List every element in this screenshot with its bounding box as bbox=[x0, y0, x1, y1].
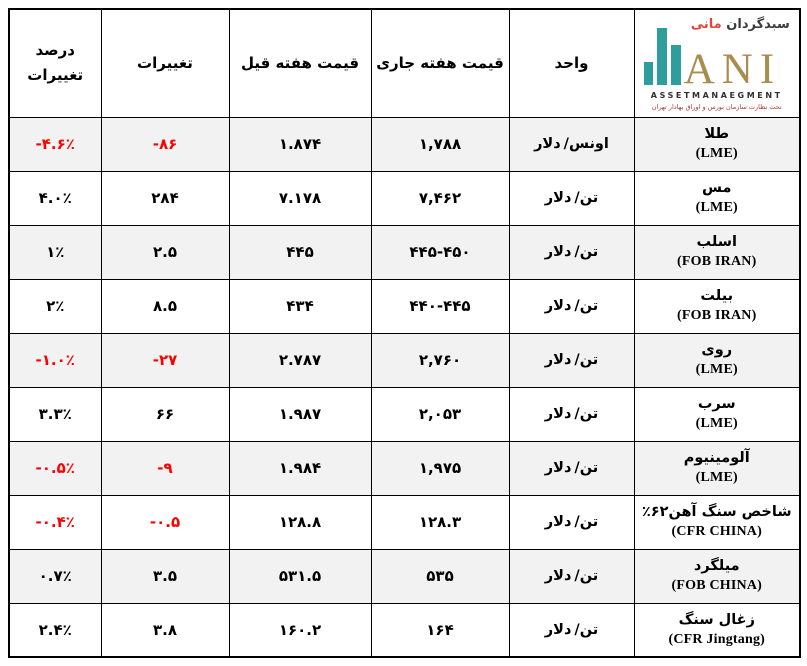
commodity-name: مس bbox=[702, 180, 732, 197]
change-value: ۶۶ bbox=[101, 387, 229, 441]
commodity-cell bbox=[634, 279, 800, 333]
commodity-name: زغال سنگ bbox=[678, 612, 755, 629]
table-row bbox=[9, 117, 800, 171]
commodity-market-code: (FOB IRAN) bbox=[677, 308, 757, 324]
commodity-market-code: (LME) bbox=[695, 362, 738, 378]
previous-week-price: ۱.۹۸۴ bbox=[229, 441, 371, 495]
commodity-cell bbox=[634, 495, 800, 549]
table-row bbox=[9, 495, 800, 549]
commodity-name: آلومینیوم bbox=[683, 450, 750, 467]
unit-per: /اونس bbox=[563, 136, 609, 152]
table-row bbox=[9, 333, 800, 387]
unit-currency: دلار bbox=[544, 406, 572, 422]
percent-change: ۰.۷٪ bbox=[9, 549, 101, 603]
previous-week-price: ۱.۹۸۷ bbox=[229, 387, 371, 441]
unit-cell bbox=[509, 333, 634, 387]
percent-change: -۰.۴٪ bbox=[9, 495, 101, 549]
commodity-market-code: (LME) bbox=[695, 146, 738, 162]
unit-cell bbox=[509, 603, 634, 657]
unit-per: /تن bbox=[574, 621, 599, 638]
unit-currency: دلار bbox=[544, 190, 572, 206]
unit-per: /تن bbox=[574, 460, 599, 476]
logo-bar-chart-icon bbox=[657, 28, 667, 85]
unit-currency: دلار bbox=[544, 621, 572, 638]
table-row bbox=[9, 441, 800, 495]
header-current-week: قیمت هفته جاری bbox=[371, 9, 509, 117]
current-week-price: ۴۴۵-۴۵۰ bbox=[371, 225, 509, 279]
commodity-name: اسلب bbox=[696, 234, 737, 251]
commodity-cell bbox=[634, 441, 800, 495]
change-value: ۳.۸ bbox=[101, 603, 229, 657]
unit-cell bbox=[509, 279, 634, 333]
unit-cell bbox=[509, 171, 634, 225]
current-week-price: ۲,۰۵۳ bbox=[371, 387, 509, 441]
commodity-name: شاخص سنگ آهن۶۲٪ bbox=[641, 504, 792, 521]
change-value: ۲۸۴ bbox=[101, 171, 229, 225]
logo-bar-chart-icon bbox=[671, 45, 681, 85]
unit-cell bbox=[509, 549, 634, 603]
commodity-market-code: (CFR Jingtang) bbox=[668, 632, 766, 648]
previous-week-price: ۱۲۸.۸ bbox=[229, 495, 371, 549]
unit-cell bbox=[509, 117, 634, 171]
table-row bbox=[9, 171, 800, 225]
logo-tagline: تحت نظارت سازمان بورس و اوراق بهادار تهران bbox=[651, 103, 782, 112]
table-row bbox=[9, 387, 800, 441]
commodity-cell bbox=[634, 603, 800, 657]
previous-week-price: ۱.۸۷۴ bbox=[229, 117, 371, 171]
commodity-market-code: (LME) bbox=[695, 200, 738, 216]
commodity-name: طلا bbox=[704, 126, 730, 143]
company-logo bbox=[640, 14, 794, 112]
commodity-market-code: (FOB IRAN) bbox=[677, 254, 757, 270]
commodity-cell bbox=[634, 117, 800, 171]
unit-per: /تن bbox=[574, 298, 599, 314]
table-row bbox=[9, 279, 800, 333]
commodity-market-code: (LME) bbox=[695, 470, 738, 486]
table-row bbox=[9, 225, 800, 279]
commodity-name: میلگرد bbox=[693, 558, 740, 575]
unit-cell bbox=[509, 441, 634, 495]
unit-cell bbox=[509, 225, 634, 279]
commodity-name: سرب bbox=[697, 396, 736, 413]
commodity-market-code: (CFR CHINA) bbox=[671, 524, 762, 540]
commodity-price-table bbox=[8, 8, 801, 658]
unit-currency: دلار bbox=[544, 568, 572, 584]
current-week-price: ۷,۴۶۲ bbox=[371, 171, 509, 225]
commodity-name: بیلت bbox=[700, 288, 734, 305]
commodity-market-code: (LME) bbox=[695, 416, 738, 432]
previous-week-price: ۷.۱۷۸ bbox=[229, 171, 371, 225]
percent-change: ۳.۳٪ bbox=[9, 387, 101, 441]
current-week-price: ۵۳۵ bbox=[371, 549, 509, 603]
commodity-cell bbox=[634, 171, 800, 225]
unit-currency: دلار bbox=[544, 352, 572, 368]
header-percent-line2: تغییرات bbox=[27, 66, 84, 85]
percent-change: ۲٪ bbox=[9, 279, 101, 333]
current-week-price: ۴۴۰-۴۴۵ bbox=[371, 279, 509, 333]
current-week-price: ۱,۷۸۸ bbox=[371, 117, 509, 171]
commodity-name: روی bbox=[701, 342, 733, 359]
percent-change: -۴.۶٪ bbox=[9, 117, 101, 171]
unit-currency: دلار bbox=[544, 244, 572, 260]
logo-title-main: سبدگردان bbox=[726, 17, 790, 33]
commodity-market-code: (FOB CHINA) bbox=[671, 578, 762, 594]
header-previous-week: قیمت هفته قیل bbox=[229, 9, 371, 117]
unit-currency: دلار bbox=[534, 136, 561, 152]
commodity-cell bbox=[634, 387, 800, 441]
header-change: تغییرات bbox=[101, 9, 229, 117]
previous-week-price: ۴۴۵ bbox=[229, 225, 371, 279]
logo-title bbox=[691, 17, 790, 32]
unit-currency: دلار bbox=[544, 460, 572, 476]
header-percent-line1: درصد bbox=[35, 40, 75, 59]
unit-per: /تن bbox=[574, 406, 599, 422]
percent-change: ۴.۰٪ bbox=[9, 171, 101, 225]
previous-week-price: ۴۳۴ bbox=[229, 279, 371, 333]
previous-week-price: ۵۳۱.۵ bbox=[229, 549, 371, 603]
commodity-cell bbox=[634, 333, 800, 387]
unit-per: /تن bbox=[574, 352, 599, 368]
logo-title-accent: مانی bbox=[690, 17, 722, 33]
logo-subtitle: ASSETMANAEGMENT bbox=[650, 91, 783, 101]
change-value: -۹ bbox=[101, 441, 229, 495]
current-week-price: ۱,۹۷۵ bbox=[371, 441, 509, 495]
previous-week-price: ۲.۷۸۷ bbox=[229, 333, 371, 387]
change-value: -۲۷ bbox=[101, 333, 229, 387]
unit-currency: دلار bbox=[544, 298, 572, 314]
logo-bar-chart-icon bbox=[644, 62, 653, 85]
header-row bbox=[9, 9, 800, 117]
unit-cell bbox=[509, 495, 634, 549]
current-week-price: ۱۲۸.۳ bbox=[371, 495, 509, 549]
header-unit: واحد bbox=[509, 9, 634, 117]
header-percent-change bbox=[9, 9, 101, 117]
change-value: -۸۶ bbox=[101, 117, 229, 171]
table-row bbox=[9, 549, 800, 603]
unit-currency: دلار bbox=[544, 514, 572, 530]
logo-brand-text: ANI bbox=[683, 46, 782, 94]
current-week-price: ۱۶۴ bbox=[371, 603, 509, 657]
change-value: ۸.۵ bbox=[101, 279, 229, 333]
unit-per: /تن bbox=[574, 190, 599, 206]
previous-week-price: ۱۶۰.۲ bbox=[229, 603, 371, 657]
percent-change: -۱.۰٪ bbox=[9, 333, 101, 387]
commodity-cell bbox=[634, 549, 800, 603]
percent-change: ۱٪ bbox=[9, 225, 101, 279]
percent-change: ۲.۴٪ bbox=[9, 603, 101, 657]
change-value: ۲.۵ bbox=[101, 225, 229, 279]
unit-per: /تن bbox=[574, 568, 599, 584]
commodity-cell bbox=[634, 225, 800, 279]
unit-cell bbox=[509, 387, 634, 441]
logo-cell bbox=[634, 9, 800, 117]
current-week-price: ۲,۷۶۰ bbox=[371, 333, 509, 387]
unit-per: /تن bbox=[574, 244, 599, 260]
unit-per: /تن bbox=[574, 514, 599, 530]
percent-change: -۰.۵٪ bbox=[9, 441, 101, 495]
table-row bbox=[9, 603, 800, 657]
change-value: -۰.۵ bbox=[101, 495, 229, 549]
change-value: ۳.۵ bbox=[101, 549, 229, 603]
